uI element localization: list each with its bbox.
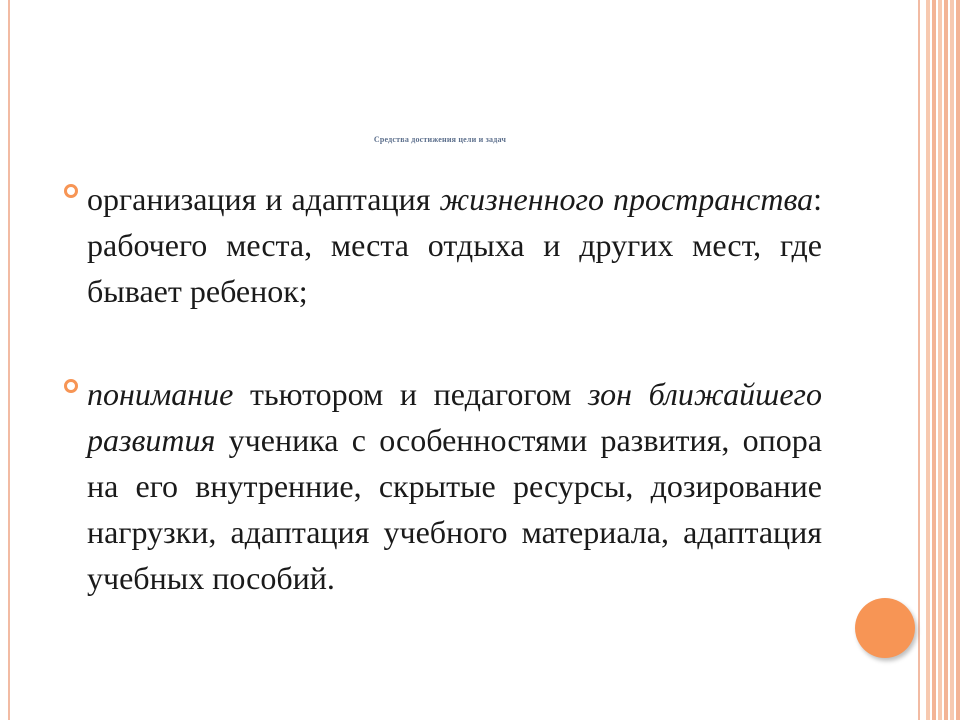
ring-bullet-icon <box>62 377 80 395</box>
left-frame-line <box>8 0 10 720</box>
bullet-2-segment-italic: понимание <box>87 376 234 412</box>
bullet-1-segment: : рабочего места, места отдыха и других мест, где бывает ребенок; <box>87 181 823 309</box>
right-frame-line <box>918 0 920 720</box>
bullet-2-segment: тьютором и педагогом <box>233 376 588 412</box>
ring-bullet-icon <box>62 182 80 200</box>
bullet-1-segment-italic: жизненного пространства <box>439 181 814 217</box>
decorative-stripes <box>926 0 960 720</box>
orange-circle-decoration <box>855 598 915 658</box>
bullet-text-1 <box>87 176 822 314</box>
bullet-1-segment: организация и адаптация <box>87 181 440 217</box>
bullet-2-segment-italic: зон ближайшего развития <box>87 376 823 458</box>
slide-title: Средства достижения цели и задач <box>373 135 507 144</box>
bullet-text-2 <box>87 371 822 601</box>
bullet-2-segment: ученика с особенностями развития, опора на его внутренние, скрытые ресурсы, дозирование нагрузки, адаптация учебного материала, адаптация учебных пособий. <box>87 422 822 596</box>
